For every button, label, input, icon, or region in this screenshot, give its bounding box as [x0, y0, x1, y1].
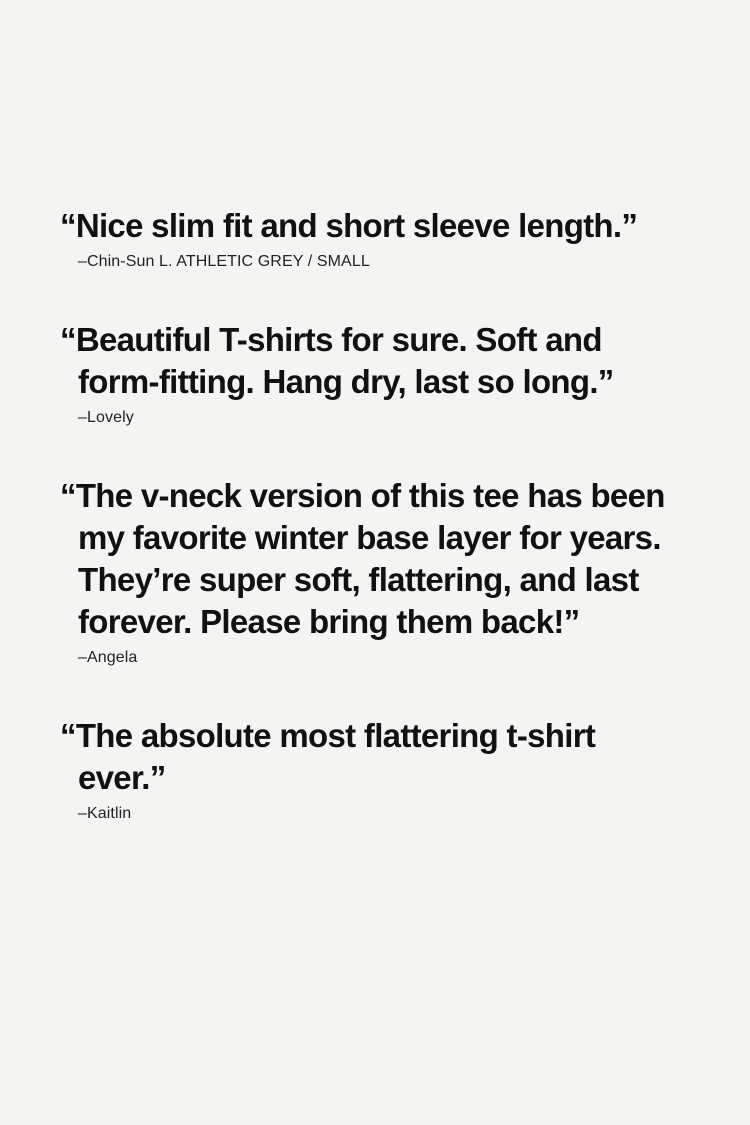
opening-quote-mark: “ — [60, 477, 76, 514]
review-item — [60, 475, 690, 669]
review-quote: “The v-neck version of this tee has been my favorite winter base layer for years. They’re super soft, flattering, and last forever. Please bring them back!” — [60, 477, 665, 640]
review-item — [60, 205, 690, 273]
review-quote: “Nice slim fit and short sleeve length.” — [60, 207, 638, 244]
review-item — [60, 715, 690, 825]
opening-quote-mark: “ — [60, 207, 76, 244]
review-list — [60, 205, 690, 825]
review-quote: “The absolute most flattering t-shirt ever.” — [60, 717, 596, 796]
review-attribution: –Lovely — [78, 409, 134, 426]
review-quote: “Beautiful T-shirts for sure. Soft and form-fitting. Hang dry, last so long.” — [60, 321, 614, 400]
opening-quote-mark: “ — [60, 321, 76, 358]
review-attribution: –Chin-Sun L. ATHLETIC GREY / SMALL — [78, 253, 370, 270]
review-attribution: –Kaitlin — [78, 805, 132, 822]
opening-quote-mark: “ — [60, 717, 76, 754]
review-attribution: –Angela — [78, 649, 138, 666]
review-item — [60, 319, 690, 429]
